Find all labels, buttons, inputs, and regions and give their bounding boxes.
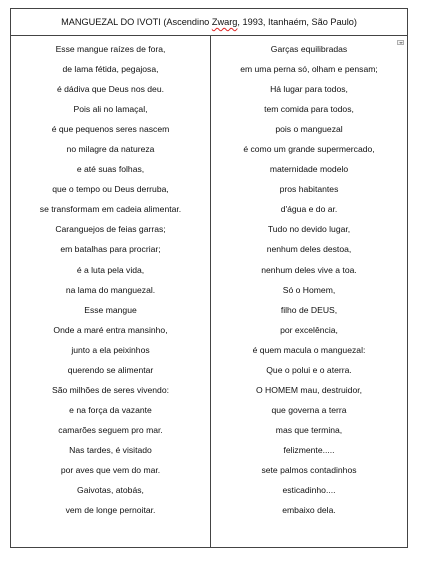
poem-line: pois o manguezal (275, 124, 343, 135)
poem-line: Onde a maré entra mansinho, (53, 324, 168, 335)
poem-line: Nas tardes, é visitado (69, 444, 152, 455)
title-prefix: MANGUEZAL DO IVOTI (Ascendino (61, 17, 212, 27)
poem-line: sete palmos contadinhos (261, 464, 357, 475)
poem-line: é a luta pela vida, (76, 264, 145, 275)
poem-line: São milhões de seres vivendo: (51, 384, 170, 395)
poem-line: nenhum deles destoa, (266, 244, 352, 255)
title-author-name: Zwarg (211, 17, 238, 27)
poem-line: Esse mangue (84, 304, 137, 315)
poem-right-column (211, 36, 407, 547)
poem-line: d'água e do ar. (280, 204, 338, 215)
poem-left-column (11, 36, 211, 547)
poem-line: junto a ela peixinhos (71, 344, 150, 355)
poem-line: felizmente..... (283, 444, 335, 455)
poem-table (10, 8, 408, 548)
poem-line: O HOMEM mau, destruidor, (255, 384, 363, 395)
poem-line: é como um grande supermercado, (243, 144, 375, 155)
poem-line: em uma perna só, olham e pensam; (240, 64, 378, 75)
poem-line: que governa a terra (271, 404, 347, 415)
poem-line: tem comida para todos, (264, 104, 354, 115)
poem-line: nenhum deles vive a toa. (261, 264, 357, 275)
poem-line: Há lugar para todos, (270, 84, 348, 95)
poem-line: Que o polui e o aterra. (266, 364, 352, 375)
poem-line: esticadinho.... (282, 485, 336, 496)
poem-line: em batalhas para procriar; (60, 244, 161, 255)
poem-line: camarões seguem pro mar. (58, 424, 163, 435)
poem-line: por aves que vem do mar. (60, 464, 161, 475)
poem-line: que o tempo ou Deus derruba, (52, 184, 169, 195)
poem-line: Esse mangue raízes de fora, (55, 44, 166, 54)
poem-line: filho de DEUS, (280, 304, 338, 315)
page-title (61, 17, 357, 27)
poem-line: vem de longe pernoitar. (65, 505, 156, 516)
poem-line: Garças equilibradas (270, 44, 348, 54)
poem-line: Pois ali no lamaçal, (73, 104, 148, 115)
poem-line: Caranguejos de feias garras; (55, 224, 166, 235)
poem-line: no milagre da natureza (66, 144, 155, 155)
poem-line: na lama do manguezal. (65, 284, 156, 295)
poem-line: é dádiva que Deus nos deu. (56, 84, 165, 95)
poem-line: maternidade modelo (269, 164, 349, 175)
poem-line: Gaivotas, atobás, (77, 485, 144, 496)
title-suffix: , 1993, Itanhaém, São Paulo) (237, 17, 357, 27)
title-row (11, 9, 407, 36)
dropdown-arrow-icon[interactable] (397, 40, 404, 45)
poem-line: pros habitantes (279, 184, 339, 195)
poem-line: é que pequenos seres nascem (51, 124, 170, 135)
poem-line: e na força da vazante (69, 404, 152, 415)
poem-line: embaixo dela. (282, 505, 336, 516)
poem-line: é quem macula o manguezal: (252, 344, 366, 355)
poem-line: querendo se alimentar (67, 364, 154, 375)
poem-line: por excelência, (280, 324, 338, 335)
poem-line: e até suas folhas, (76, 164, 145, 175)
poem-line: Só o Homem, (282, 284, 336, 295)
poem-line: se transformam em cadeia alimentar. (39, 204, 182, 215)
poem-line: Tudo no devido lugar, (267, 224, 351, 235)
poem-body-row (11, 36, 407, 547)
poem-line: mas que termina, (275, 424, 343, 435)
poem-line: de lama fétida, pegajosa, (62, 64, 159, 75)
